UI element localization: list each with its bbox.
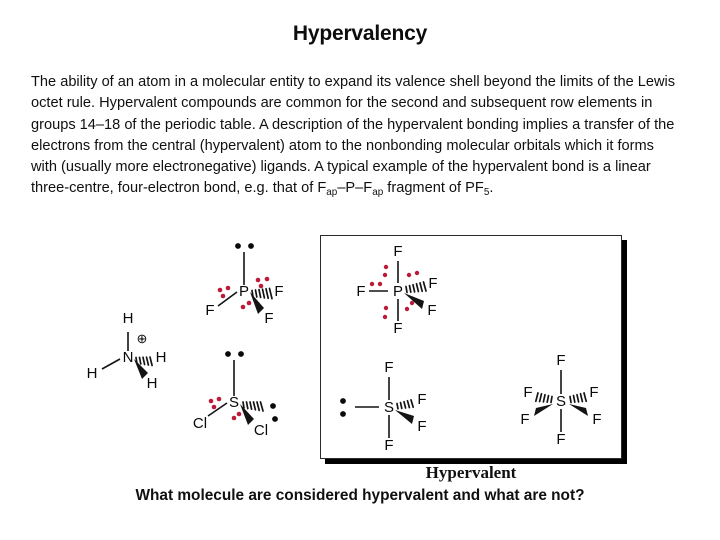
molecule-pf5: [352, 243, 472, 343]
body-text-subscript-ap-2: ap: [372, 187, 384, 199]
atom-label-p: P: [238, 283, 250, 300]
atom-label-f-hash-left: F: [523, 384, 533, 401]
atom-label-f-axial-top: F: [556, 352, 566, 369]
atom-label-h-wedge: H: [146, 375, 158, 392]
molecule-pf3: [196, 236, 316, 336]
body-text-segment-3: fragment of PF: [383, 180, 484, 197]
lone-pair-top: [225, 351, 244, 357]
atom-label-f-axial-bottom: F: [393, 320, 403, 337]
atom-label-f-wedge-left: F: [520, 411, 530, 428]
lone-pair-top: [235, 243, 254, 249]
hypervalent-caption: Hypervalent: [425, 463, 517, 482]
atom-label-f-hash-right: F: [589, 384, 599, 401]
atom-label-cl-left: Cl: [192, 415, 208, 432]
body-text-subscript-ap-1: ap: [326, 187, 338, 199]
question-line: What molecule are considered hypervalent and what are not?: [135, 487, 585, 504]
atom-label-f-hash: F: [417, 391, 427, 408]
formal-charge-plus: ⊕: [136, 331, 148, 346]
molecule-scl2: [190, 343, 315, 448]
atom-label-n: N: [122, 349, 134, 366]
body-paragraph: [31, 72, 679, 204]
atom-label-f-axial-top: F: [393, 243, 403, 260]
page-title: Hypervalency: [292, 22, 428, 45]
atom-label-f-axial-bottom: F: [384, 437, 394, 454]
body-text-segment-1: The ability of an atom in a molecular entity to expand its valence shell beyond the limits of the Lewis octet rule. Hypervalent compounds are common for the second and subsequent row elements in groups 14–18 of the periodic table. A description of the hypervalent bonding implies a transfer of the electrons from the central (hypervalent) atom to the nonbonding molecular orbitals which it forms with (usually more electronegative) ligands. A typical example of the hypervalent bond is a linear three-centre, four-electron bond, e.g. that of F: [31, 74, 676, 197]
body-text-segment-4: .: [489, 180, 494, 197]
atom-label-s: S: [228, 394, 240, 411]
lone-pair-left: [340, 398, 346, 417]
atom-label-cl-wedge: Cl: [253, 422, 269, 439]
atom-label-f-wedge: F: [427, 302, 437, 319]
atom-label-p: P: [392, 283, 404, 300]
atom-label-f-right: F: [274, 283, 284, 300]
atom-label-h-left: H: [86, 365, 98, 382]
atom-label-f-axial-top: F: [384, 359, 394, 376]
atom-label-f-left: F: [205, 302, 215, 319]
molecule-sf6: [508, 352, 618, 452]
atom-label-h-top: H: [122, 310, 134, 327]
atom-label-s: S: [555, 393, 567, 410]
atom-label-f-equatorial-left: F: [356, 283, 366, 300]
atom-label-h-right: H: [155, 349, 167, 366]
body-text-segment-2: –P–F: [337, 180, 373, 197]
atom-label-f-hash: F: [428, 275, 438, 292]
body-text-subscript-5: 5: [483, 187, 490, 199]
lone-pair-right: [270, 403, 278, 422]
atom-label-f-wedge: F: [417, 418, 427, 435]
atom-label-f-axial-bottom: F: [556, 431, 566, 448]
molecule-ammonium: [82, 304, 192, 394]
atom-label-s: S: [383, 399, 395, 416]
atom-label-f-wedge: F: [264, 310, 274, 327]
molecule-sf4: [333, 359, 453, 459]
atom-label-f-wedge-right: F: [592, 411, 602, 428]
